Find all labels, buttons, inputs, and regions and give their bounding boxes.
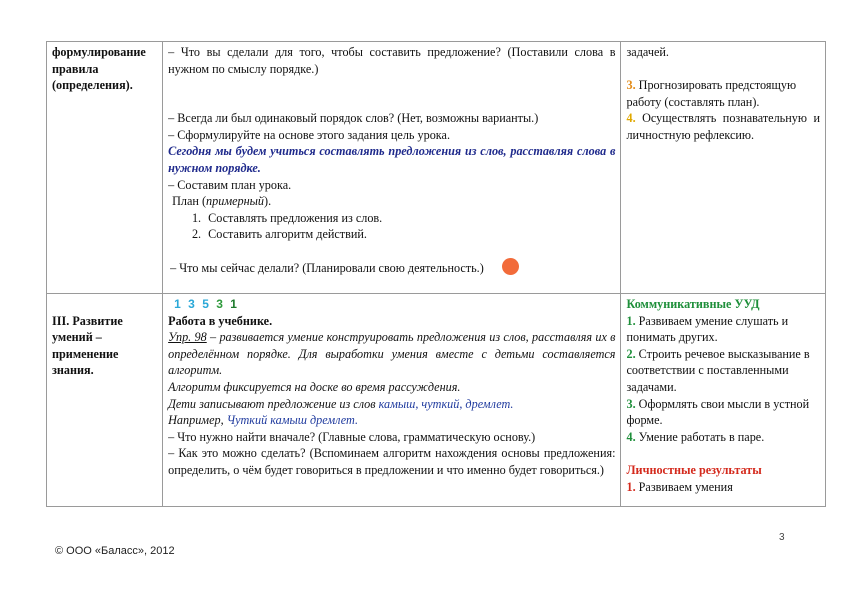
table-row (47, 294, 826, 507)
uud-item: 1. Развиваем умение слушать и понимать других. (626, 313, 789, 345)
uud-item: 4. Осуществлять познавательную и личностную рефлексию. (626, 111, 820, 142)
question-text: – Как это можно сделать? (Вспоминаем алгоритм нахождения основы предложения: определить, о чём будет говориться в предложении и что именно будет говориться.) (168, 446, 616, 477)
uud-item: 3. Прогнозировать предстоящую работу (составлять план). (626, 78, 797, 109)
lesson-goal: Сегодня мы будем учиться составлять предложения из слов, расставляя слова в нужном порядке. (168, 144, 616, 175)
page-number: 3 (779, 532, 785, 543)
question-text: – Что вы сделали для того, чтобы составить предложение? (Поставили слова в нужном по смыслу порядке.) (168, 45, 616, 76)
list-item: 2. Составить алгоритм действий. (204, 226, 615, 243)
marker-circle-icon (502, 258, 519, 275)
lesson-plan-table (46, 41, 826, 507)
list-item: 1. Составлять предложения из слов. (204, 210, 615, 227)
stage-cell (47, 42, 163, 294)
question-text: – Сформулируйте на основе этого задания цель урока. (168, 127, 450, 142)
uud-item: 4. Умение работать в паре. (626, 429, 765, 444)
copyright-footer: © ООО «Баласс», 2012 (55, 545, 175, 557)
uud-cell (621, 42, 826, 294)
uud-item: 2. Строить речевое высказывание в соответствии с поставленными задачами. (626, 346, 810, 394)
activity-cell (163, 294, 621, 507)
question-text: – Составим план урока. (168, 177, 292, 192)
question-text: – Что мы сейчас делали? (Планировали свою деятельность.) (168, 260, 615, 278)
activity-cell (163, 42, 621, 294)
stage-cell (47, 294, 163, 507)
difficulty-levels: 1 3 5 3 1 (174, 297, 239, 311)
algorithm-note: Алгоритм фиксируется на доске во время рассуждения. (168, 379, 461, 394)
stage-title: формулирование правила (определения). (52, 45, 146, 93)
question-text: – Всегда ли был одинаковый порядок слов? (Нет, возможны варианты.) (168, 111, 539, 126)
uud-text: задачей. (626, 45, 669, 59)
stage-title: III. Развитие умений – применение знания. (52, 313, 123, 378)
uud-cell (621, 294, 826, 507)
section-title: Работа в учебнике. (168, 313, 273, 328)
example-sentence: Например, Чуткий камыш дремлет. (168, 413, 359, 428)
plan-label: План (примерный). (172, 194, 272, 209)
table-row (47, 42, 826, 294)
uud-item: 3. Оформлять свои мысли в устной форме. (626, 396, 810, 428)
uud-item: 1. Развиваем умения (626, 479, 733, 494)
question-text: – Что нужно найти вначале? (Главные слова, грамматическую основу.) (168, 429, 536, 444)
personal-results-heading: Личностные результаты (626, 462, 762, 477)
uud-heading: Коммуникативные УУД (626, 297, 760, 311)
writing-task: Дети записывают предложение из слов камыш, чуткий, дремлет. (168, 396, 514, 411)
plan-list (168, 210, 615, 243)
exercise-description: Упр. 98 – развивается умение конструировать предложения из слов, расставляя их в определённом порядке. Для выработки умения вместе с детьми составляется алгоритм. (168, 330, 616, 378)
